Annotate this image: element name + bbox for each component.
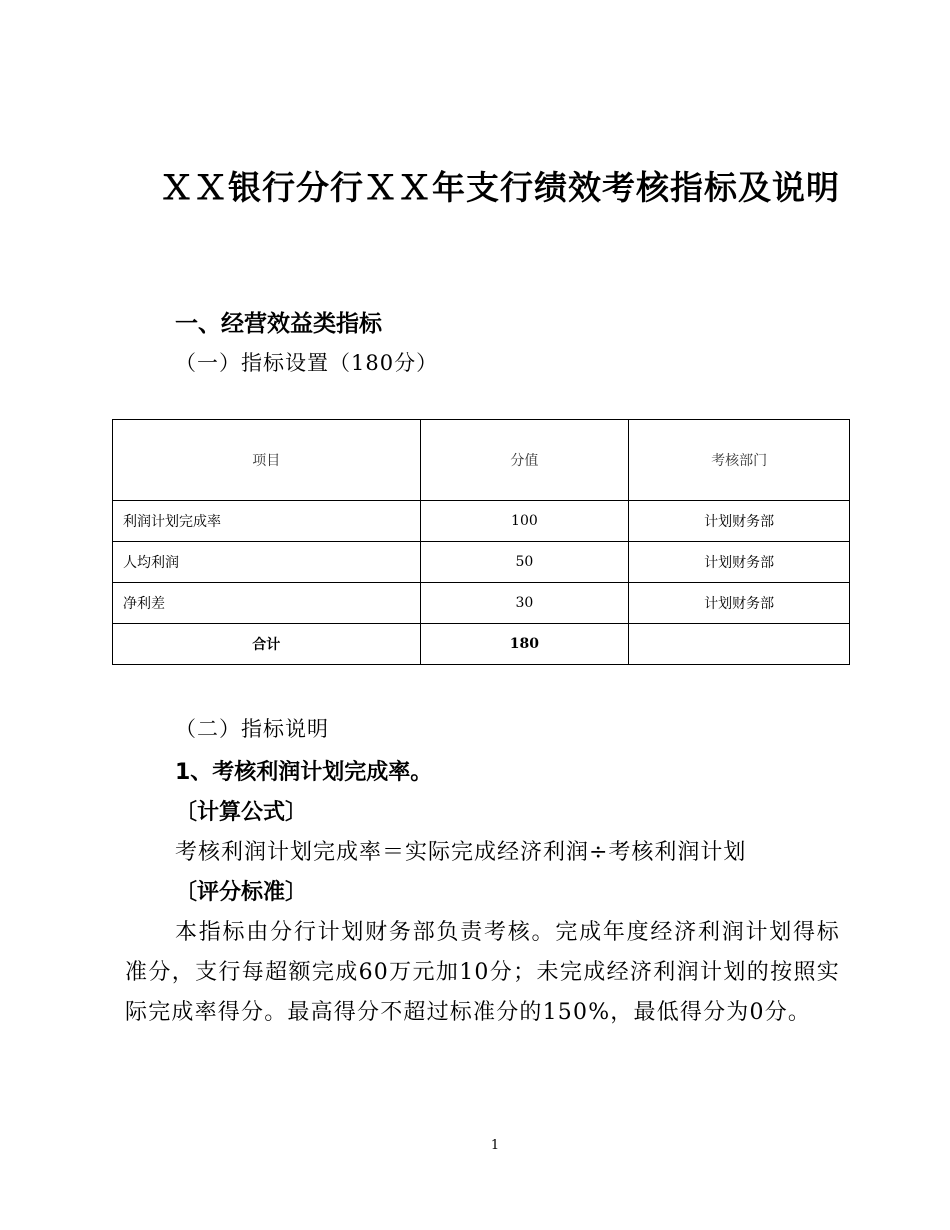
total-label: 合计 <box>113 624 421 665</box>
criteria-paragraph: 本指标由分行计划财务部负责考核。完成年度经济利润计划得标准分，支行每超额完成60万元加10分；未完成经济利润计划的按照实际完成率得分。最高得分不超过标准分的150%，最低得分为0分。 <box>125 920 840 1025</box>
page-number: 1 <box>490 1138 500 1153</box>
column-header-item: 项目 <box>113 420 421 501</box>
row-score: 100 <box>420 501 629 542</box>
subsection-heading-2: （二）指标说明 <box>175 717 329 741</box>
total-score: 180 <box>420 624 629 665</box>
total-dept <box>629 624 850 665</box>
row-item: 净利差 <box>113 583 421 624</box>
section-heading: 一、经营效益类指标 <box>175 311 382 337</box>
indicator-table <box>112 419 850 665</box>
row-dept: 计划财务部 <box>629 542 850 583</box>
formula-text: 考核利润计划完成率＝实际完成经济利润÷考核利润计划 <box>175 840 747 865</box>
item-title: 1、考核利润计划完成率。 <box>175 760 433 785</box>
column-header-score: 分值 <box>420 420 629 501</box>
formula-label: 〔计算公式〕 <box>175 800 308 825</box>
document-title: ＸＸ银行分行ＸＸ年支行绩效考核指标及说明 <box>160 168 840 207</box>
row-item: 人均利润 <box>113 542 421 583</box>
column-header-dept: 考核部门 <box>629 420 850 501</box>
row-dept: 计划财务部 <box>629 501 850 542</box>
row-item: 利润计划完成率 <box>113 501 421 542</box>
row-score: 30 <box>420 583 629 624</box>
criteria-label: 〔评分标准〕 <box>175 880 308 905</box>
table-row <box>113 501 850 542</box>
row-score: 50 <box>420 542 629 583</box>
row-dept: 计划财务部 <box>629 583 850 624</box>
subsection-heading: （一）指标设置（180分） <box>175 351 439 375</box>
table-row <box>113 542 850 583</box>
table-header-row <box>113 420 850 501</box>
table-total-row <box>113 624 850 665</box>
table-row <box>113 583 850 624</box>
